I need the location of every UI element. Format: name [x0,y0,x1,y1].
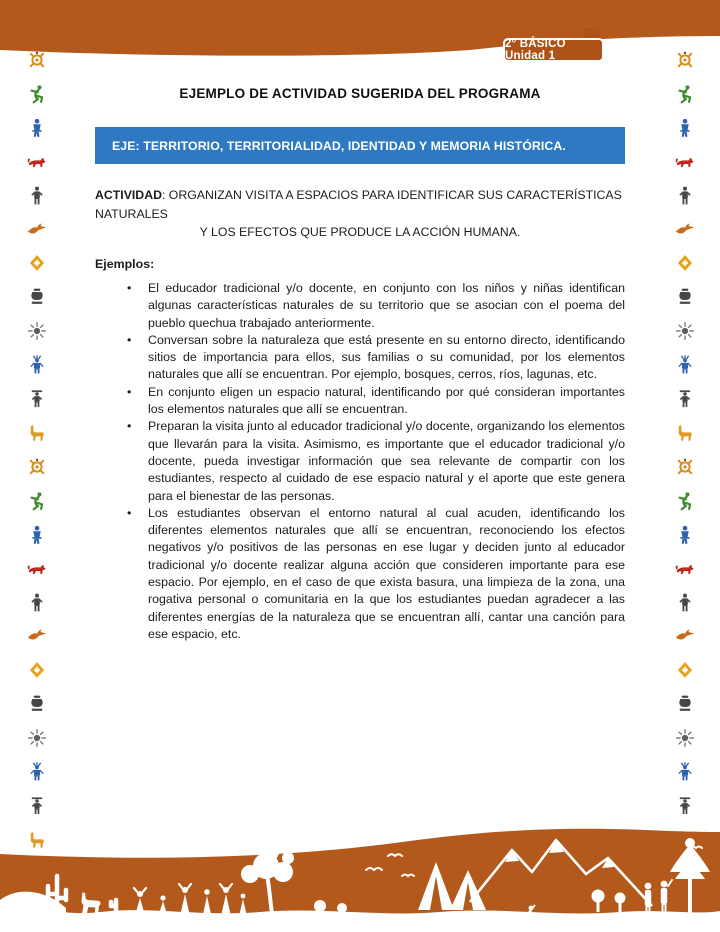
blue-shaman-icon [27,355,47,375]
condor-icon [27,626,47,646]
blue-figure-icon [675,118,695,138]
eje-banner-text: EJE: TERRITORIO, TERRITORIALIDAD, IDENTIDAD Y MEMORIA HISTÓRICA. [112,138,566,153]
man-hat-icon [675,389,695,409]
red-fox-icon [27,152,47,172]
list-item: • En conjunto eligen un espacio natural, identificando por qué consideran importantes los elementos naturales que allí se encuentran. [125,384,625,419]
unit-badge [503,38,604,62]
footer-landscape [0,828,720,932]
vessel-icon [675,287,695,307]
vessel-icon [27,694,47,714]
examples-list [95,280,625,643]
diamond-icon [675,253,695,273]
blue-shaman-icon [27,762,47,782]
condor-icon [675,220,695,240]
sunburst-icon [27,728,47,748]
sunburst-icon [27,321,47,341]
eje-banner [95,127,625,164]
diamond-icon [27,660,47,680]
man-hat-icon [27,796,47,816]
green-dancer-icon [675,491,695,511]
list-item: • Conversan sobre la naturaleza que está presente en su entorno directo, identificando sitios de importancia para ellos, sus familias o su comunidad, por los elementos naturales que allí se encuentran. Por ejemplo, bosques, cerros, ríos, lagunas, etc. [125,332,625,384]
green-dancer-icon [27,84,47,104]
condor-icon [27,220,47,240]
man-hat-icon [675,796,695,816]
activity-line1: : ORGANIZAN VISITA A ESPACIOS PARA IDENTIFICAR SUS CARACTERÍSTICAS NATURALES [95,188,622,221]
list-item: • Preparan la visita junto al educador tradicional y/o docente, organizando los elementos que llevarán para la visita. Asimismo, es importante que el educador tradicional y/o docente, pueda investigar información que sea relevante de compartir con los estudiantes, respecto al cuidado de ese espacio natural y el aporte que este genera para el bienestar de las personas. [125,418,625,504]
blue-figure-icon [27,525,47,545]
red-fox-icon [27,559,47,579]
green-dancer-icon [675,84,695,104]
blue-shaman-icon [675,762,695,782]
page-title: EJEMPLO DE ACTIVIDAD SUGERIDA DEL PROGRAMA [179,86,541,101]
standing-man-icon [675,186,695,206]
green-dancer-icon [27,491,47,511]
examples-heading: Ejemplos: [95,257,155,271]
sunburst-icon [675,728,695,748]
vessel-icon [675,694,695,714]
sunburst-icon [675,321,695,341]
right-icon-column [674,50,696,850]
red-fox-icon [675,152,695,172]
unit-badge-label: 2° BÁSICO Unidad 1 [505,38,566,62]
llama-icon [27,423,47,443]
condor-icon [675,626,695,646]
activity-statement [95,186,625,242]
sun-disc-icon [27,457,47,477]
llama-icon [675,423,695,443]
list-item: • El educador tradicional y/o docente, en conjunto con los niños y niñas identifican algunas características naturales de su territorio que se asocian con el poema del pueblo quechua trabajado anteriormente. [125,280,625,332]
sun-disc-icon [27,50,47,70]
header-band [0,0,720,60]
diamond-icon [27,253,47,273]
blue-figure-icon [675,525,695,545]
red-fox-icon [675,559,695,579]
sun-disc-icon [675,50,695,70]
standing-man-icon [27,186,47,206]
list-item: • Los estudiantes observan el entorno natural al cual acuden, identificando los diferentes elementos naturales que allí se encuentran, reconociendo los efectos negativos y/o positivos de las personas en ese lugar y deciden junto al educador tradicional y/o docente realizar alguna acción que consideren importante para ese espacio. Por ejemplo, en el caso de que exista basura, una limpieza de la zona, una rogativa personal o comunitaria en la que los estudiantes puedan agradecer a las diferentes energías de la naturaleza que se encuentran allí, cantar una canción para ese espacio, etc. [125,505,625,643]
man-hat-icon [27,389,47,409]
standing-man-icon [27,593,47,613]
vessel-icon [27,287,47,307]
left-icon-column [26,50,48,850]
diamond-icon [675,660,695,680]
blue-shaman-icon [675,355,695,375]
activity-line2: Y LOS EFECTOS QUE PRODUCE LA ACCIÓN HUMANA. [199,225,521,239]
standing-man-icon [675,593,695,613]
activity-label: ACTIVIDAD [95,188,162,202]
sun-disc-icon [675,457,695,477]
blue-figure-icon [27,118,47,138]
